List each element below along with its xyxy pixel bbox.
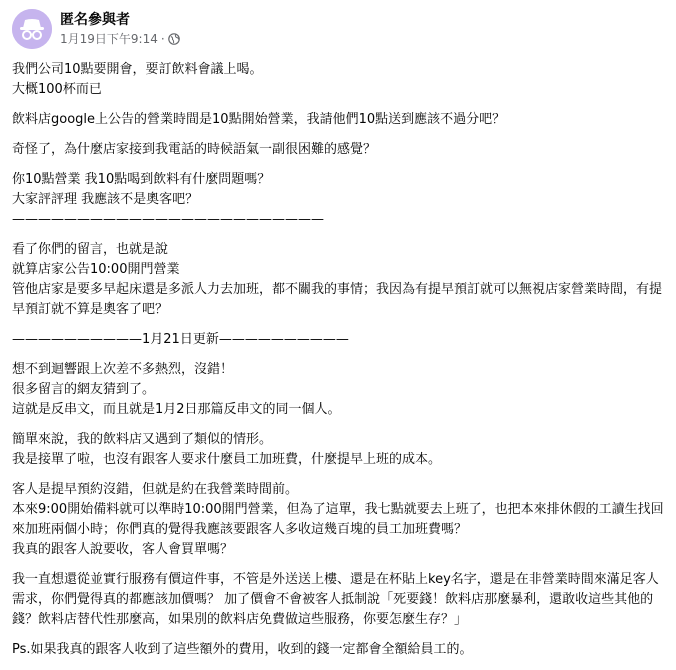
post-paragraph [12, 430, 666, 470]
post-text-line: 管他店家是要多早起床還是多派人力去加班，都不關我的事情；我因為有提早預訂就可以無視店家營業時間，有提早預訂就不算是奧客了吧？ [12, 282, 663, 317]
separator-dot: · [160, 32, 165, 46]
post-paragraph [12, 570, 666, 630]
post-text-line: 很多留言的網友猜到了。 [12, 382, 156, 397]
post-paragraph [12, 140, 666, 160]
post-text-line: ———————————————————————— [12, 212, 324, 227]
post-text-line: 飲料店google上公告的營業時間是10點開始營業，我請他們10點送到應該不過分吧？ [12, 112, 506, 127]
post-paragraph [12, 170, 666, 230]
post-text-line: 奇怪了，為什麼店家接到我電話的時候語氣一副很困難的感覺？ [12, 142, 377, 157]
post-text-line: 大概100杯而已 [12, 82, 102, 97]
post-text-line: 簡單來說，我的飲料店又遇到了類似的情形。 [12, 432, 273, 447]
post-text-line: 我真的跟客人說要收，客人會買單嗎？ [12, 542, 234, 557]
post-text-line: 我是接單了啦，也沒有跟客人要求什麼員工加班費，什麼提早上班的成本。 [12, 452, 442, 467]
incognito-avatar-icon[interactable] [12, 9, 52, 49]
author-name[interactable]: 匿名參與者 [60, 12, 130, 28]
post-paragraph [12, 60, 666, 100]
post-paragraph [12, 110, 666, 130]
post-paragraph [12, 640, 666, 660]
post-text-line: 我一直想還從並實行服務有價這件事，不管是外送送上樓、還是在杯貼上key名字，還是在非營業時間來滿足客人需求，你們覺得真的都應該加價嗎？ 加了價會不會被客人抵制說「死要錢！飲料店那麼暴利，還敢收這些其他的錢？飲料店替代性那麼高，如果別的飲料店免費做這些服務，你要怎麼生存？」 [12, 572, 659, 627]
post-paragraph [12, 240, 666, 320]
post-text-line: 這就是反串文，而且就是1月2日那篇反串文的同一個人。 [12, 402, 341, 417]
post-text-line: Ps.如果我真的跟客人收到了這些額外的費用，收到的錢一定都會全額給員工的。 [12, 642, 473, 657]
post-paragraph [12, 330, 666, 350]
post-text-line: 你10點營業 我10點喝到飲料有什麼問題嗎？ [12, 172, 271, 187]
post-meta [60, 11, 180, 47]
post-header [12, 9, 180, 49]
post-text-line: 客人是提早預約沒錯，但就是約在我營業時間前。 [12, 482, 299, 497]
post-text-line: 大家評評理 我應該不是奧客吧？ [12, 192, 199, 207]
post-subline [60, 31, 180, 47]
post-text-line: 想不到迴響跟上次差不多熱烈，沒錯！ [12, 362, 234, 377]
post-text-line: ——————————1月21日更新—————————— [12, 332, 349, 347]
post-paragraph [12, 480, 666, 560]
post-text-line: 我們公司10點要開會，要訂飲料會議上喝。 [12, 62, 263, 77]
post-body [12, 60, 666, 670]
post-timestamp[interactable]: 1月19日下午9:14 [60, 32, 158, 46]
post-text-line: 就算店家公告10:00開門營業 [12, 262, 180, 277]
globe-icon[interactable] [168, 33, 180, 45]
post-text-line: 本來9:00開始備料就可以準時10:00開門營業，但為了這單，我七點就要去上班了，也把本來排休假的工讀生找回來加班兩個小時；你們真的覺得我應該要跟客人多收這幾百塊的員工加班費嗎？ [12, 502, 664, 537]
post-paragraph [12, 360, 666, 420]
post-text-line: 看了你們的留言，也就是說 [12, 242, 169, 257]
